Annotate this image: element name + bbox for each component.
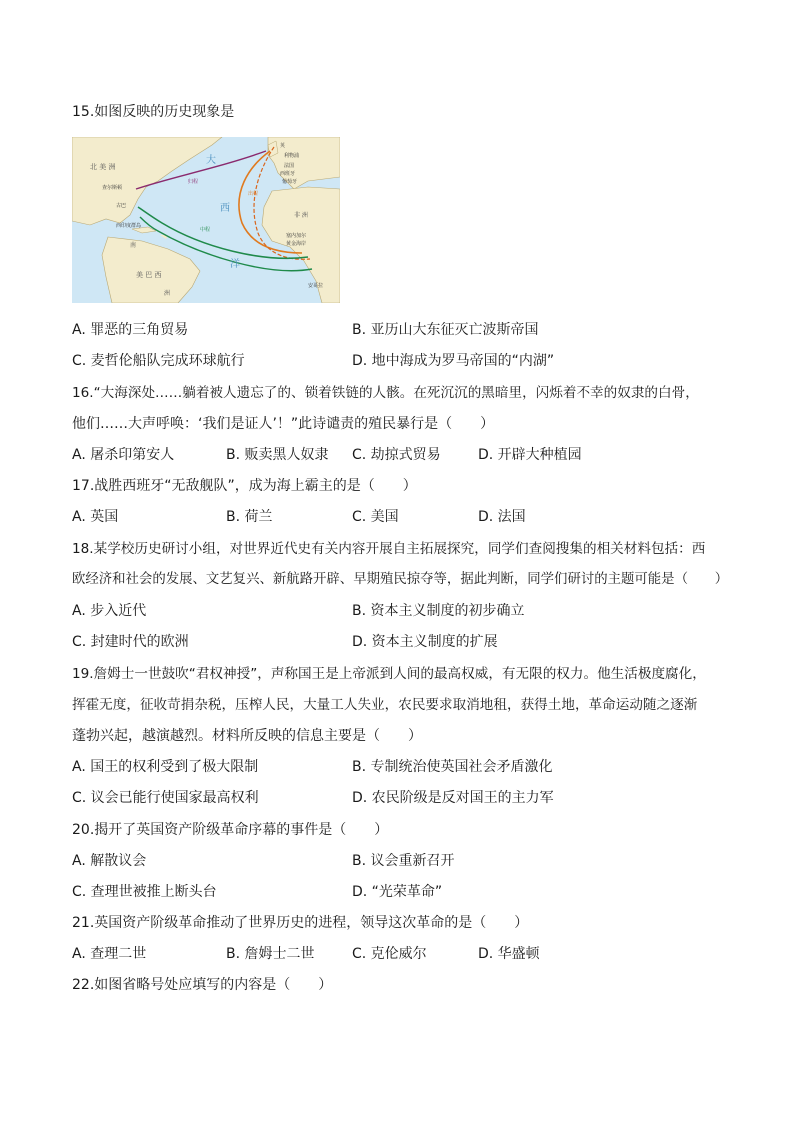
- q17-option-d[interactable]: D. 法国: [478, 509, 526, 525]
- label-africa-port2: 黄金海岸: [286, 241, 307, 247]
- q18-option-c[interactable]: C. 封建时代的欧洲: [72, 634, 189, 650]
- q16-stem-line2: 他们……大声呼唤：‘我们是证人’！”此诗谴责的殖民暴行是（ ）: [72, 416, 495, 432]
- q20-option-d[interactable]: D. “光荣革命”: [352, 884, 443, 900]
- q21-option-d[interactable]: D. 华盛顿: [478, 946, 540, 962]
- q15-stem: 15.如图反映的历史现象是: [72, 104, 235, 120]
- q22-stem: 22.如图省略号处应填写的内容是（ ）: [72, 977, 333, 993]
- label-yang: 洋: [230, 259, 240, 270]
- q20-option-b[interactable]: B. 议会重新召开: [352, 853, 455, 869]
- triangular-trade-map: [72, 137, 340, 303]
- label-charleston: 查尔斯顿: [102, 185, 123, 191]
- q21-option-b[interactable]: B. 詹姆士二世: [226, 946, 315, 962]
- q18-stem-line1: 18.某学校历史研讨小组，对世界近代史有关内容开展自主拓展探究，同学们查阅搜集的相关材料包括：西: [72, 541, 706, 557]
- q19-stem-line3: 蓬勃兴起，越演越烈。材料所反映的信息主要是（ ）: [72, 728, 422, 744]
- q20-stem: 20.揭开了英国资产阶级革命序幕的事件是（ ）: [72, 822, 389, 838]
- label-xi: 西: [220, 203, 230, 214]
- label-return-route: 归程: [188, 179, 199, 185]
- label-africa-port1: 塞内加尔: [286, 233, 307, 239]
- q15-option-c[interactable]: C. 麦哲伦船队完成环球航行: [72, 353, 245, 369]
- q19-stem-line1: 19.詹姆士一世鼓吹“君权神授”，声称国王是上帝派到人间的最高权威，有无限的权力。他生活极度腐化，: [72, 666, 706, 682]
- label-da: 大: [206, 155, 216, 166]
- q20-option-c[interactable]: C. 查理世被推上断头台: [72, 884, 217, 900]
- q16-option-a[interactable]: A. 屠杀印第安人: [72, 447, 175, 463]
- q21-option-c[interactable]: C. 克伦威尔: [352, 946, 427, 962]
- label-port: 利物浦: [284, 153, 300, 159]
- q21-option-a[interactable]: A. 查理二世: [72, 946, 147, 962]
- q15-option-b[interactable]: B. 亚历山大东征灭亡波斯帝国: [352, 322, 539, 338]
- label-caribbean: 西印度群岛: [116, 223, 142, 229]
- q17-option-a[interactable]: A. 英国: [72, 509, 119, 525]
- q21-stem: 21.英国资产阶级革命推动了世界历史的进程，领导这次革命的是（ ）: [72, 915, 529, 931]
- label-zhou: 洲: [164, 290, 171, 297]
- q17-option-c[interactable]: C. 美国: [352, 509, 399, 525]
- map-svg: [72, 137, 340, 303]
- q15-option-a[interactable]: A. 罪恶的三角贸易: [72, 322, 189, 338]
- q16-option-c[interactable]: C. 劫掠式贸易: [352, 447, 441, 463]
- q17-option-b[interactable]: B. 荷兰: [226, 509, 273, 525]
- q19-option-a[interactable]: A. 国王的权利受到了极大限制: [72, 759, 259, 775]
- q19-stem-line2: 挥霍无度，征收苛捐杂税，压榨人民，大量工人失业，农民要求取消地租，获得土地，革命运动随之逐渐: [72, 697, 698, 713]
- q17-stem: 17.战胜西班牙“无敌舰队”，成为海上霸主的是（ ）: [72, 478, 417, 494]
- label-brazil: 美 巴 西: [136, 271, 162, 279]
- q16-option-b[interactable]: B. 贩卖黑人奴隶: [226, 447, 329, 463]
- q16-stem-line1: 16.“大海深处……躺着被人遗忘了的、锁着铁链的人骸。在死沉沉的黑暗里，闪烁着不幸的奴隶的白骨，: [72, 385, 699, 401]
- q18-option-d[interactable]: D. 资本主义制度的扩展: [352, 634, 498, 650]
- label-angola: 安哥拉: [308, 283, 324, 289]
- q15-option-d[interactable]: D. 地中海成为罗马帝国的“内湖”: [352, 353, 555, 369]
- label-cuba: 古巴: [116, 203, 127, 209]
- q20-option-a[interactable]: A. 解散议会: [72, 853, 147, 869]
- q16-option-d[interactable]: D. 开辟大种植园: [478, 447, 582, 463]
- label-spain: 西班牙: [280, 171, 296, 177]
- label-middle-route: 中程: [200, 227, 211, 233]
- q19-option-b[interactable]: B. 专制统治使英国社会矛盾激化: [352, 759, 553, 775]
- q19-option-c[interactable]: C. 议会已能行使国家最高权利: [72, 790, 259, 806]
- q19-option-d[interactable]: D. 农民阶级是反对国王的主力军: [352, 790, 554, 806]
- label-out-route: 出程: [248, 191, 259, 197]
- q18-option-a[interactable]: A. 步入近代: [72, 603, 147, 619]
- label-south: 南: [130, 242, 137, 249]
- label-africa: 非 洲: [294, 212, 308, 219]
- label-europe-city: 法国: [284, 163, 295, 169]
- label-north-america: 北 美 洲: [90, 163, 116, 171]
- q18-option-b[interactable]: B. 资本主义制度的初步确立: [352, 603, 525, 619]
- label-britain: 英: [280, 143, 286, 149]
- label-portugal: 葡萄牙: [282, 179, 298, 185]
- q18-stem-line2: 欧经济和社会的发展、文艺复兴、新航路开辟、早期殖民掠夺等，据此判断，同学们研讨的主题可能是（ ）: [72, 572, 729, 587]
